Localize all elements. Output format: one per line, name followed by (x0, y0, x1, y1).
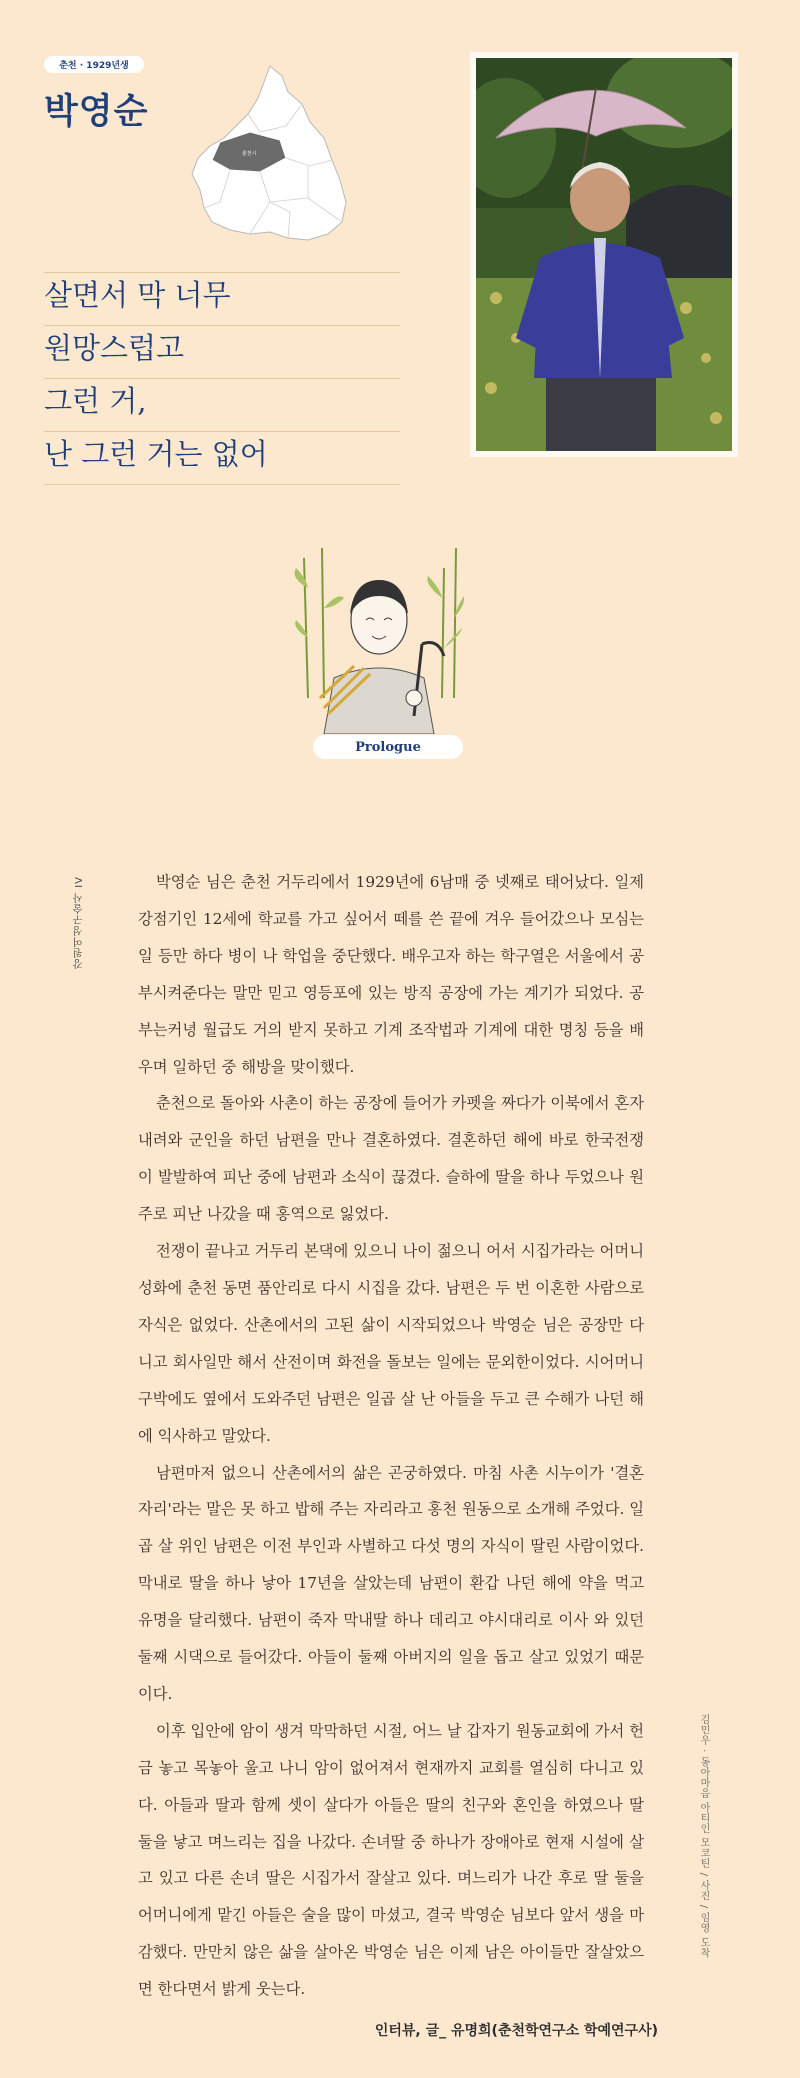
headline-line-3: 그런 거, (44, 379, 400, 432)
birth-badge: 춘천 · 1929년생 (44, 56, 144, 73)
paragraph: 전쟁이 끝나고 거두리 본댁에 있으니 나이 젊으니 어서 시집가라는 어머니 성화에 춘천 동면 품안리로 다시 시집을 갔다. 남편은 두 번 이혼한 사람으로 자식은 없었다. 산촌에서의 고된 삶이 시작되었으나 박영순 님은 공장만 다니고 회사일만 해서 산전이며 화전을 돌보는 일에는 문외한이었다. 시어머니 구박에도 옆에서 도와주던 남편은 일곱 살 난 아들을 두고 큰 수해가 나던 해에 익사하고 말았다. (138, 1242, 644, 1445)
portrait-photo (470, 52, 738, 457)
photo-credit-vertical: 김민우 · 동아마음 아티인 모코틴 / 사진 / 임영 도착 (698, 1714, 709, 1959)
article-body (138, 864, 644, 2008)
paragraph: 박영순 님은 춘천 거두리에서 1929년에 6남매 중 넷째로 태어났다. 일제 강점기인 12세에 학교를 가고 싶어서 떼를 쓴 끝에 겨우 들어갔으나 모심는 일 등만 하다 병이 나 학업을 중단했다. 배우고자 하는 학구열은 서울에서 공부시켜준다는 말만 믿고 영등포에 있는 방직 공장에 가는 계기가 되었다. 공부는커녕 월급도 거의 받지 못하고 기계 조작법과 기계에 대한 명칭 등을 배우며 일하던 중 해방을 맞이했다. (138, 873, 644, 1076)
author-credit: 인터뷰, 글_ 유명희(춘천학연구소 학예연구사) (374, 2023, 658, 2039)
headline (44, 272, 400, 485)
person-name: 박영순 (44, 92, 149, 132)
headline-line-1: 살면서 막 너무 (44, 272, 400, 326)
paragraph: 이후 입안에 암이 생겨 막막하던 시절, 어느 날 갑자기 원동교회에 가서 헌금 놓고 목놓아 울고 나니 암이 없어져서 현재까지 교회를 열심히 다니고 있다. 아들과 딸과 함께 셋이 살다가 아들은 딸의 친구와 혼인을 하였으나 딸 둘을 낳고 며느리는 집을 나갔다. 손녀딸 중 하나가 장애아로 현재 시설에 살고 있고 다른 손녀 딸은 시집가서 잘살고 있다. 며느리가 나간 후로 딸 둘을 어머니에게 맡긴 아들은 술을 많이 마셨고, 결국 박영순 님보다 앞서 생을 마감했다. 만만치 않은 삶을 살아온 박영순 님은 이제 남은 아이들만 잘살았으면 한다면서 밝게 웃는다. (138, 1721, 644, 1999)
headline-line-2: 원망스럽고 (44, 326, 400, 379)
prologue-illustration (294, 548, 464, 734)
paragraph: 남편마저 없으니 산촌에서의 삶은 곤궁하였다. 마침 사촌 시누이가 '결혼 자리'라는 말은 못 하고 밥해 주는 자리라고 홍천 원동으로 소개해 주었다. 일곱 살 위인 남편은 이전 부인과 사별하고 다섯 명의 자식이 딸린 사람이었다. 막내로 딸을 하나 낳아 17년을 살았는데 남편이 환갑 나던 해에 약을 먹고 유명을 달리했다. 남편이 죽자 막내딸 하나 데리고 야시대리로 이사 와 있던 둘째 시댁으로 들어갔다. 아들이 둘째 아버지의 일을 돕고 살고 있었기 때문이다. (138, 1463, 644, 1703)
map-label: 춘천시 (242, 151, 257, 157)
headline-line-4: 난 그런 거는 없어 (44, 432, 400, 485)
region-map (190, 62, 352, 244)
paragraph: 춘천으로 돌아와 사촌이 하는 공장에 들어가 카펫을 짜다가 이북에서 혼자 내려와 군인을 하던 남편을 만나 결혼하였다. 결혼하던 해에 바로 한국전쟁이 발발하여 피난 중에 남편과 소식이 끊겼다. 슬하에 딸을 하나 두었으나 원주로 피난 나갔을 때 홍역으로 잃었다. (138, 1094, 644, 1224)
series-vertical-label: 강원여성구술사 IV (74, 876, 85, 969)
prologue-label: Prologue (313, 735, 463, 759)
